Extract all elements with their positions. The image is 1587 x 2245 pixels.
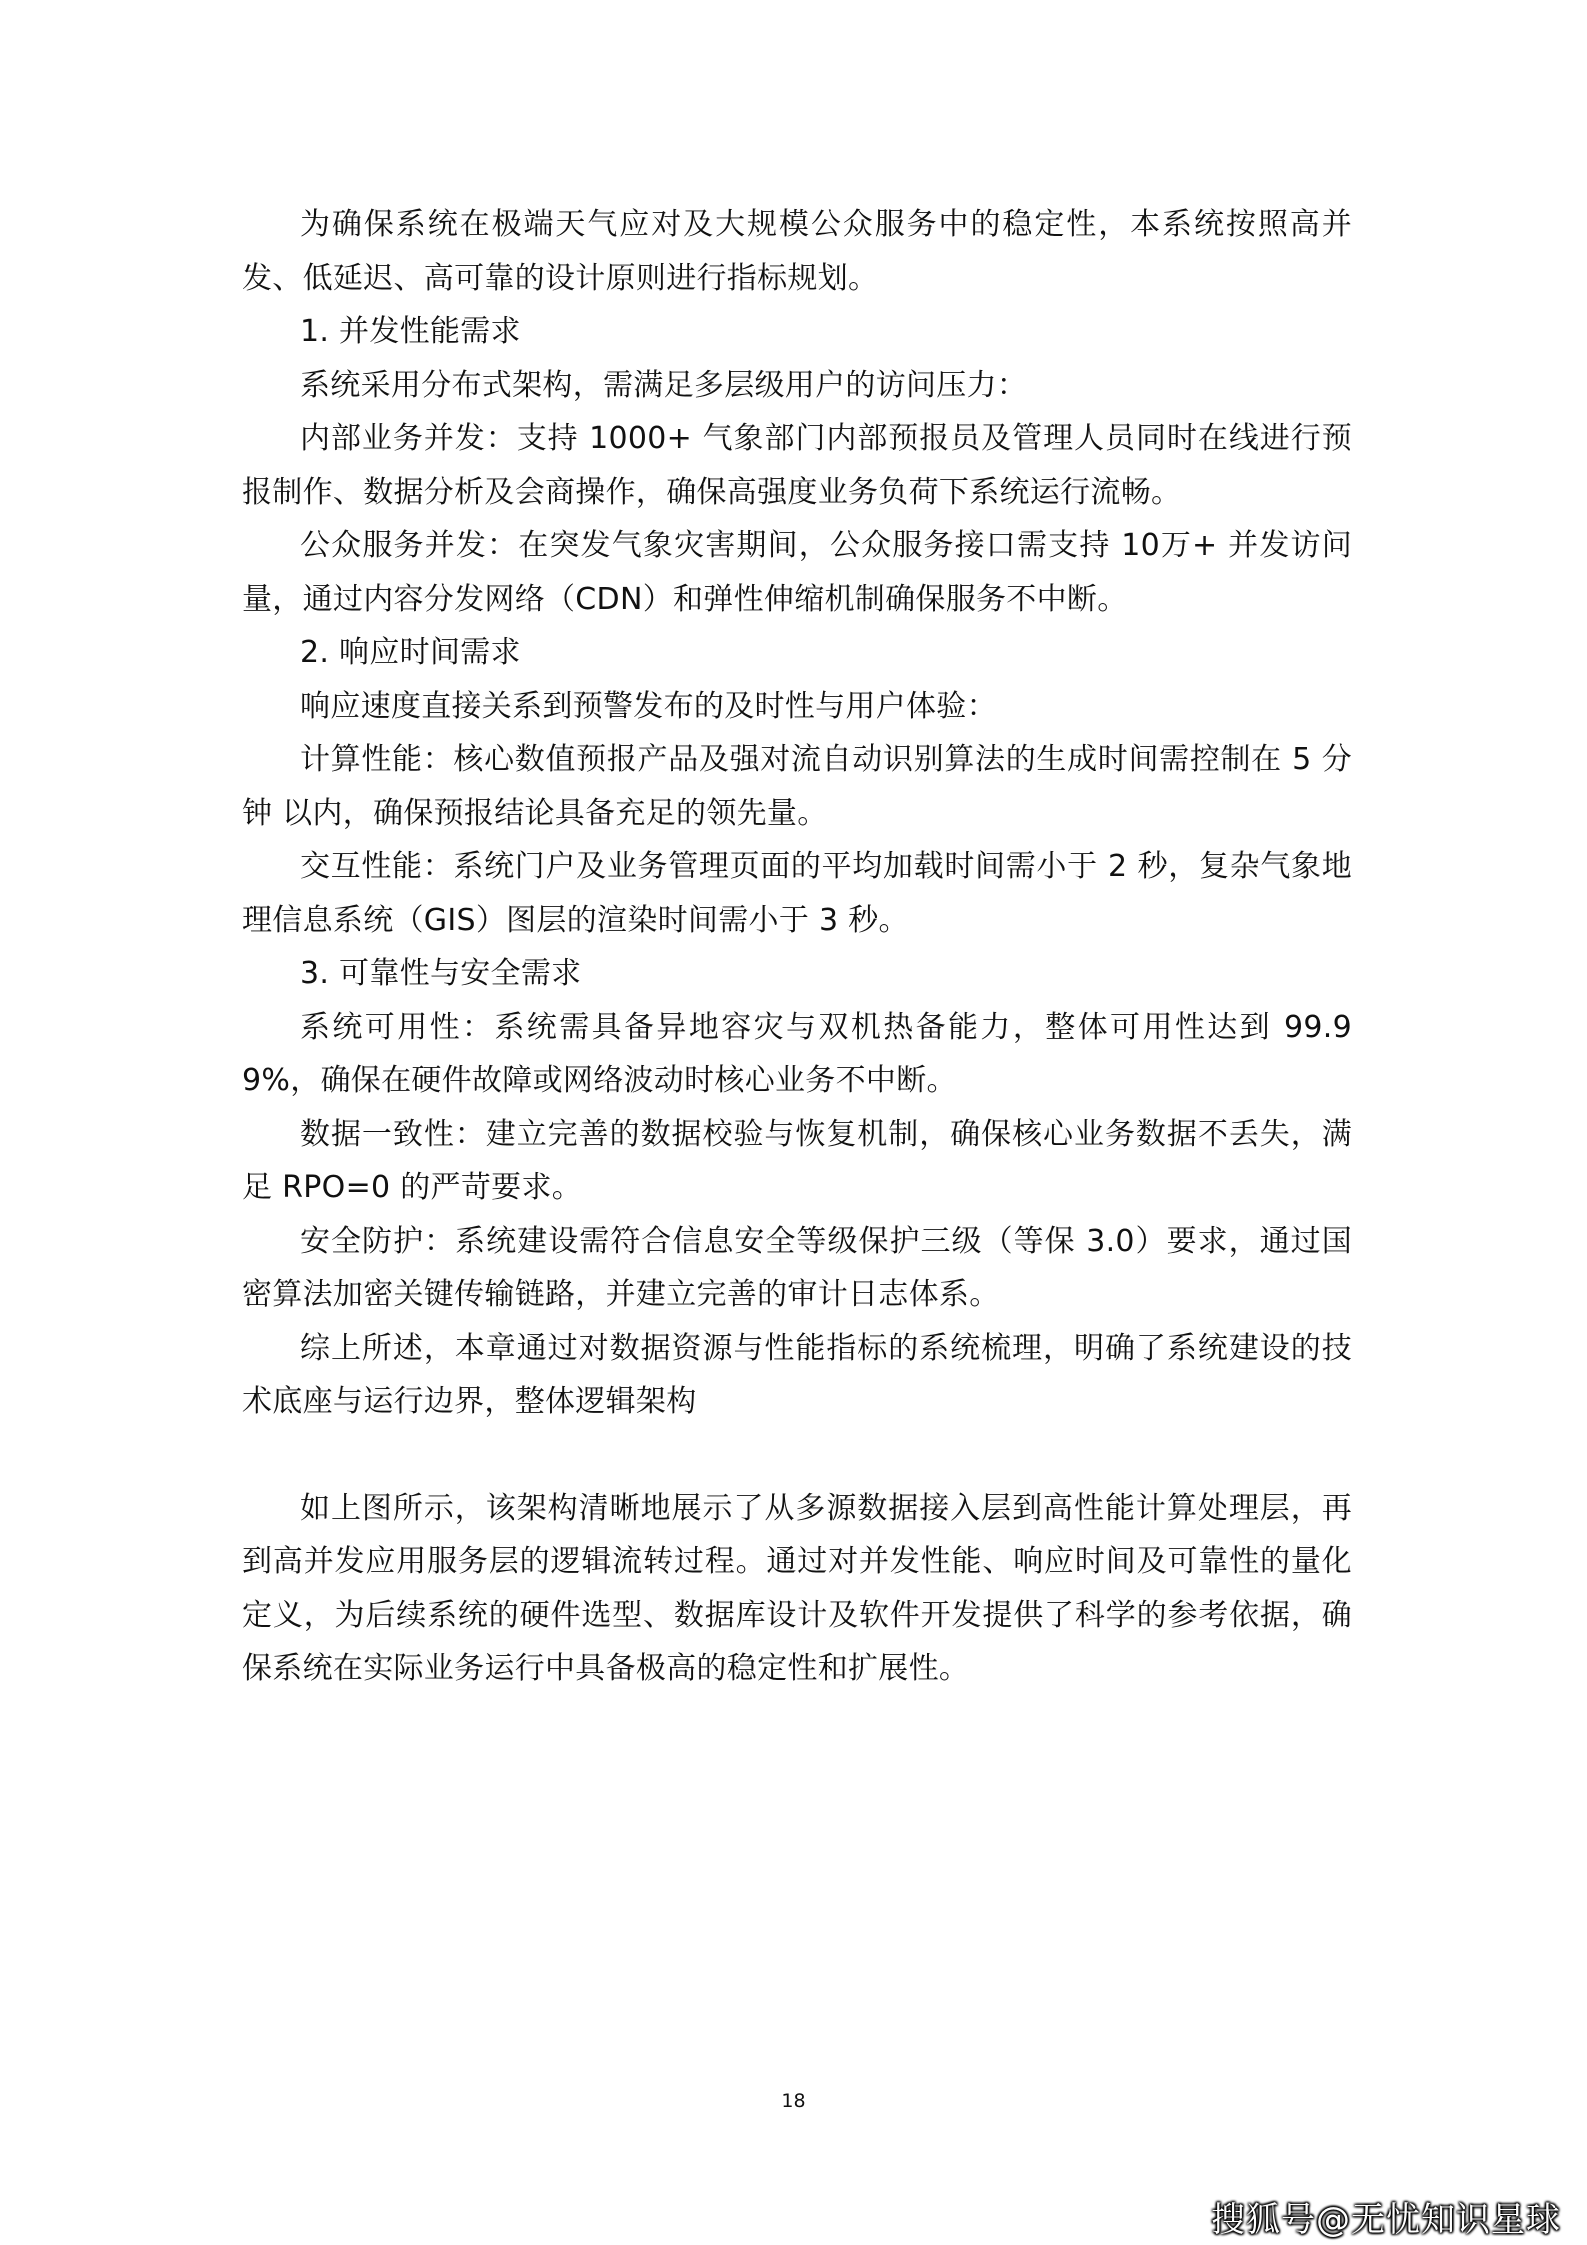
paragraph-response-intro: 响应速度直接关系到预警发布的及时性与用户体验： [300, 688, 997, 724]
paragraph-conclusion: 如上图所示，该架构清晰地展示了从多源数据接入层到高性能计算处理层，再到高并发应用服务层的逻辑流转过程。通过对并发性能、响应时间及可靠性的量化定义，为后续系统的硬件选型、数据库设计及软件开发提供了科学的参考依据，确保系统在实际业务运行中具备极高的稳定性和扩展性。 [242, 1490, 1352, 1686]
paragraph-security: 安全防护：系统建设需符合信息安全等级保护三级（等保 3.0）要求，通过国密算法加密关键传输链路，并建立完善的审计日志体系。 [242, 1223, 1352, 1312]
paragraph-consistency: 数据一致性：建立完善的数据校验与恢复机制，确保核心业务数据不丢失，满足 RPO=0 的严苛要求。 [242, 1116, 1352, 1205]
paragraph-interaction-performance: 交互性能：系统门户及业务管理页面的平均加载时间需小于 2 秒，复杂气象地理信息系统（GIS）图层的渲染时间需小于 3 秒。 [242, 849, 1352, 938]
paragraph-gap [242, 1429, 1352, 1482]
watermark-text: 搜狐号@无忧知识星球 [1211, 2200, 1561, 2240]
section-heading-response-time: 2. 响应时间需求 [300, 635, 521, 670]
paragraph-internal-concurrency: 内部业务并发：支持 1000+ 气象部门内部预报员及管理人员同时在线进行预报制作、数据分析及会商操作，确保高强度业务负荷下系统运行流畅。 [242, 421, 1352, 510]
paragraph-intro: 为确保系统在极端天气应对及大规模公众服务中的稳定性，本系统按照高并发、低延迟、高可靠的设计原则进行指标规划。 [242, 207, 1352, 296]
paragraph-compute-performance: 计算性能：核心数值预报产品及强对流自动识别算法的生成时间需控制在 5 分钟 以内，确保预报结论具备充足的领先量。 [242, 742, 1352, 831]
paragraph-public-concurrency: 公众服务并发：在突发气象灾害期间，公众服务接口需支持 10万+ 并发访问量，通过内容分发网络（CDN）和弹性伸缩机制确保服务不中断。 [242, 528, 1352, 617]
paragraph-summary: 综上所述，本章通过对数据资源与性能指标的系统梳理，明确了系统建设的技术底座与运行边界，整体逻辑架构 [242, 1330, 1352, 1419]
paragraph-architecture: 系统采用分布式架构，需满足多层级用户的访问压力： [300, 367, 1028, 403]
document-body [242, 198, 1352, 1696]
page-number: 18 [781, 2090, 806, 2112]
paragraph-availability: 系统可用性：系统需具备异地容灾与双机热备能力，整体可用性达到 99.99%，确保在硬件故障或网络波动时核心业务不中断。 [242, 1009, 1352, 1098]
section-heading-reliability: 3. 可靠性与安全需求 [300, 956, 582, 991]
section-heading-concurrency: 1. 并发性能需求 [300, 314, 521, 349]
